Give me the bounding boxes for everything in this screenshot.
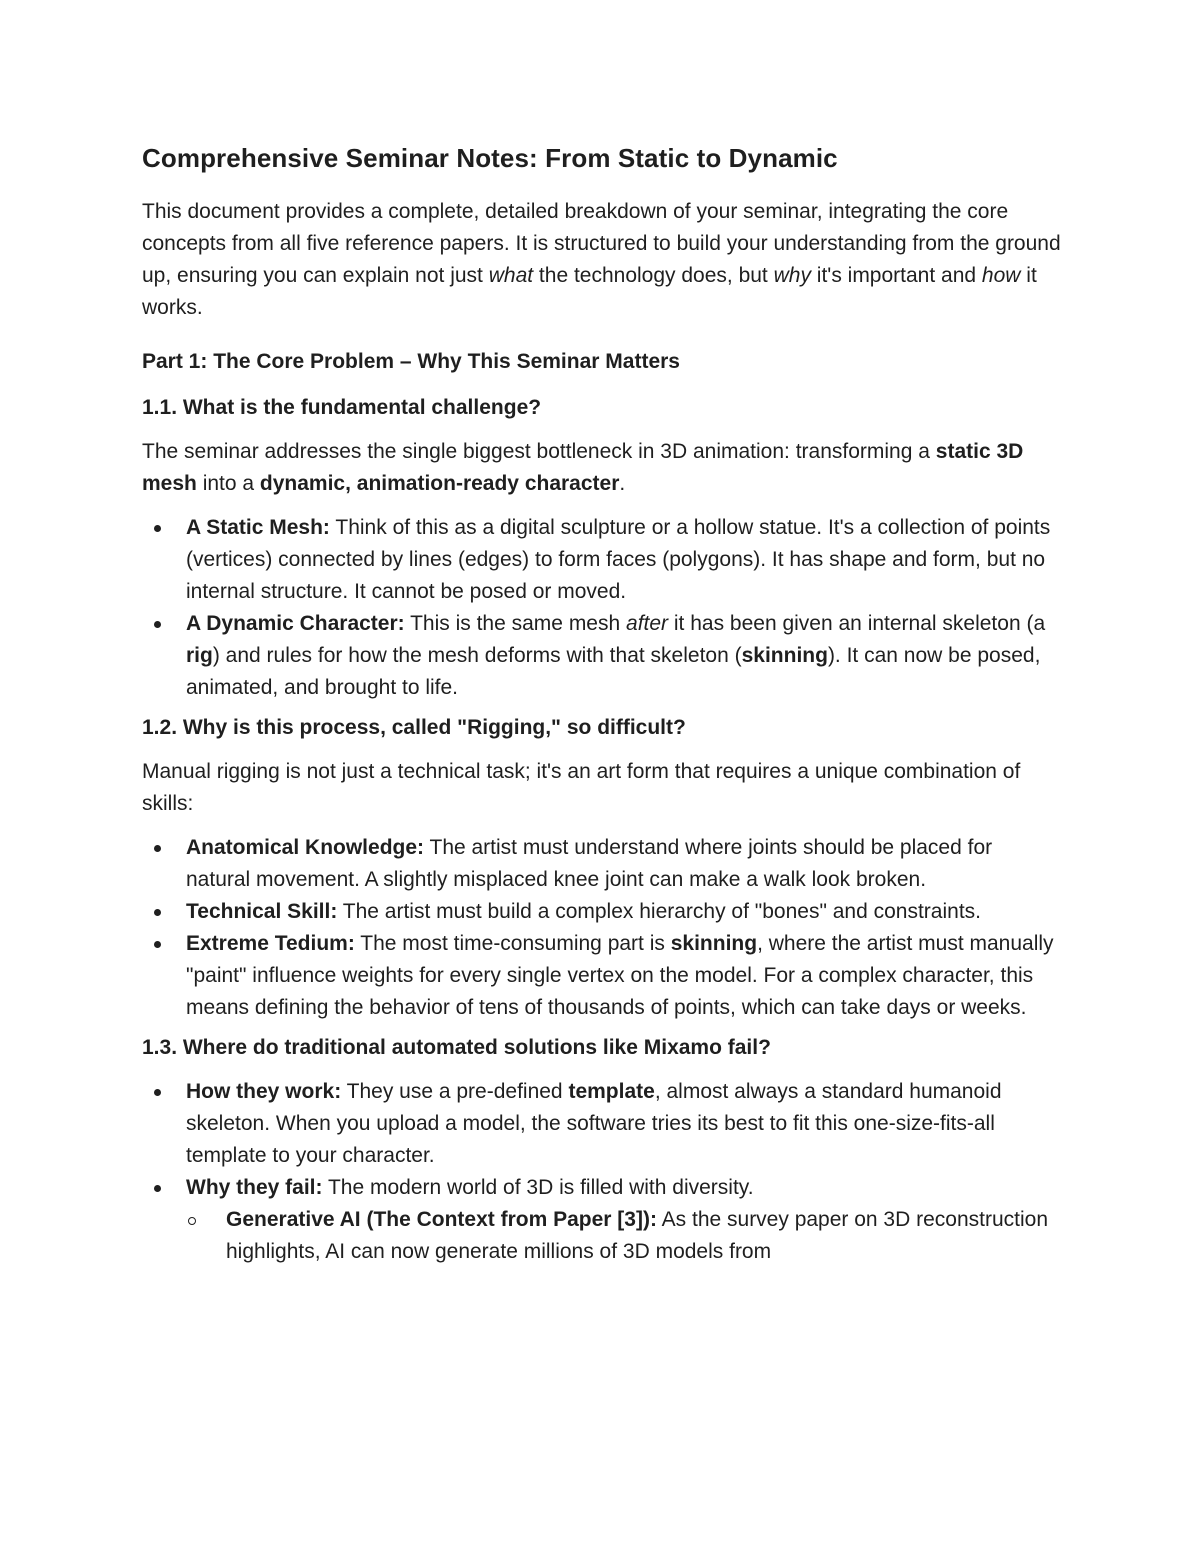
section-1-2-heading: 1.2. Why is this process, called "Rigging," so difficult?	[142, 716, 686, 739]
list-item-label: Generative AI (The Context from Paper [3]):	[226, 1208, 657, 1231]
bullet-icon	[154, 1185, 161, 1192]
intro-text: it works.	[142, 264, 1037, 319]
bold-term: skinning	[741, 644, 828, 667]
intro-emphasis-what: what	[488, 264, 534, 287]
emphasis-text: after	[626, 612, 669, 635]
bullet-icon	[154, 941, 161, 948]
list-item	[142, 832, 1062, 896]
paragraph-text: The seminar addresses the single biggest bottleneck in 3D animation: transforming a	[142, 440, 936, 463]
intro-emphasis-why: why	[773, 264, 811, 287]
intro-paragraph	[142, 196, 1062, 324]
bullet-icon	[154, 621, 161, 628]
list-item-text: ) and rules for how the mesh deforms with that skeleton (	[212, 644, 742, 667]
section-1-2-paragraph: Manual rigging is not just a technical task; it's an art form that requires a unique combination of skills:	[142, 760, 1021, 815]
list-item-label: Why they fail:	[186, 1176, 323, 1199]
list-item-label: Anatomical Knowledge:	[186, 836, 425, 859]
bullet-icon	[154, 845, 161, 852]
intro-text: the technology does, but	[533, 264, 774, 287]
list-item-label: A Static Mesh:	[186, 516, 330, 539]
sub-list-item	[186, 1204, 1062, 1268]
list-item-text: The artist must build a complex hierarchy of "bones" and constraints.	[337, 900, 981, 923]
document-page	[142, 140, 1062, 1276]
hollow-bullet-icon	[188, 1217, 196, 1225]
list-item-text: The modern world of 3D is filled with diversity.	[322, 1176, 754, 1199]
intro-text: it's important and	[810, 264, 982, 287]
section-1-1-heading: 1.1. What is the fundamental challenge?	[142, 396, 542, 419]
paragraph-text: into a	[196, 472, 260, 495]
list-item	[142, 512, 1062, 608]
section-1-2-list	[142, 832, 1062, 1024]
section-1-3-heading: 1.3. Where do traditional automated solutions like Mixamo fail?	[142, 1036, 771, 1059]
list-item-label: Extreme Tedium:	[186, 932, 355, 955]
bold-term: static 3D mesh	[142, 440, 1024, 495]
list-item-text: , where the artist must manually "paint" influence weights for every single vertex on the model. For a complex character, this means defining the behavior of tens of thousands of points, which can take days or weeks.	[186, 932, 1054, 1019]
document-title: Comprehensive Seminar Notes: From Static to Dynamic	[142, 143, 838, 173]
list-item-label: How they work:	[186, 1080, 342, 1103]
list-item	[142, 608, 1062, 704]
section-1-1-paragraph	[142, 436, 1062, 500]
list-item-label: A Dynamic Character:	[186, 612, 405, 635]
part1-heading: Part 1: The Core Problem – Why This Seminar Matters	[142, 350, 680, 373]
list-item	[142, 1076, 1062, 1172]
bullet-icon	[154, 1089, 161, 1096]
list-item-label: Technical Skill:	[186, 900, 338, 923]
list-item	[142, 896, 1062, 928]
list-item-text: This is the same mesh	[404, 612, 627, 635]
list-item-text: Think of this as a digital sculpture or a hollow statue. It's a collection of points (vertices) connected by lines (edges) to form faces (polygons). It has shape and form, but no internal structure. It cannot be posed or moved.	[186, 516, 1051, 603]
list-item-text: it has been given an internal skeleton (a	[668, 612, 1046, 635]
bold-term: rig	[186, 644, 213, 667]
list-item	[142, 1172, 1062, 1268]
sub-list	[186, 1204, 1062, 1268]
list-item-text: They use a pre-defined	[341, 1080, 569, 1103]
list-item	[142, 928, 1062, 1024]
section-1-1-list	[142, 512, 1062, 704]
bold-term: skinning	[670, 932, 758, 955]
list-item-text: The most time-consuming part is	[354, 932, 671, 955]
intro-text: This document provides a complete, detailed breakdown of your seminar, integrating the core concepts from all five reference papers. It is structured to build your understanding from the ground up, ensuring you can explain not just	[142, 200, 1061, 287]
paragraph-text: .	[619, 472, 626, 495]
list-item-text: , almost always a standard humanoid skeleton. When you upload a model, the software tries its best to fit this one-size-fits-all template to your character.	[186, 1080, 1002, 1167]
list-item-text: ). It can now be posed, animated, and brought to life.	[186, 644, 1041, 699]
bullet-icon	[154, 909, 161, 916]
bold-term: template	[568, 1080, 655, 1103]
bullet-icon	[154, 525, 161, 532]
list-item-text: As the survey paper on 3D reconstruction highlights, AI can now generate millions of 3D models from	[226, 1208, 1049, 1263]
section-1-3-list	[142, 1076, 1062, 1268]
bold-term: dynamic, animation-ready character	[259, 472, 620, 495]
intro-emphasis-how: how	[981, 264, 1021, 287]
list-item-text: The artist must understand where joints should be placed for natural movement. A slightly misplaced knee joint can make a walk look broken.	[186, 836, 993, 891]
